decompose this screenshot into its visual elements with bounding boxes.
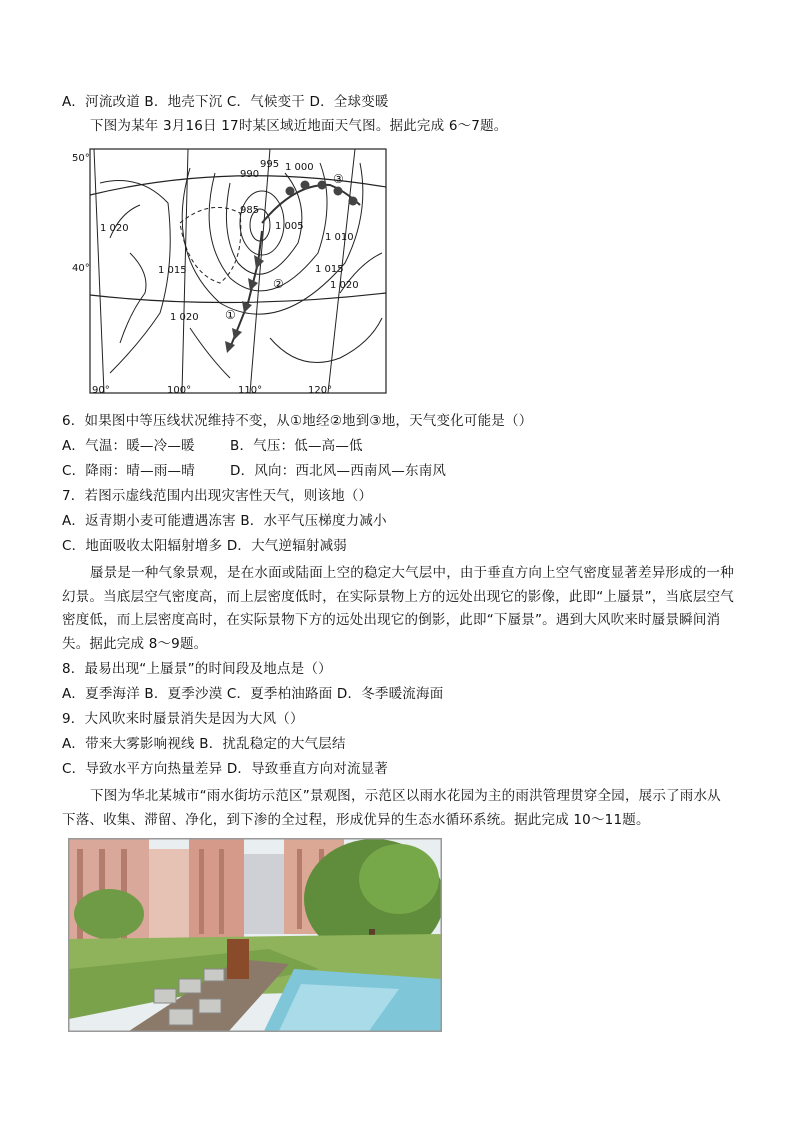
q7-options-cd: C．地面吸收太阳辐射增多 D．大气逆辐射减弱 bbox=[62, 538, 348, 554]
point-label-1: ① bbox=[225, 308, 236, 322]
isobar-label: 1 015 bbox=[158, 265, 187, 276]
isobar-label: 985 bbox=[240, 205, 260, 216]
isobar-label: 1 000 bbox=[285, 162, 314, 173]
q9-options-ab: A．带来大雾影响视线 B．扰乱稳定的大气层结 bbox=[62, 736, 346, 752]
point-label-2: ② bbox=[273, 277, 284, 291]
isobar-label: 1 010 bbox=[325, 232, 354, 243]
isobar-label: 995 bbox=[260, 159, 280, 170]
q5-options: A．河流改道 B．地壳下沉 C．气候变干 D．全球变暖 bbox=[62, 94, 389, 110]
q6-option-c: C．降雨：晴—雨—晴 bbox=[62, 463, 195, 479]
q7-stem: 7．若图示虚线范围内出现灾害性天气，则该地（） bbox=[62, 488, 373, 504]
q6-option-a: A．气温：暖—冷—暖 bbox=[62, 438, 195, 454]
mirage-intro: 蜃景是一种气象景观，是在水面或陆面上空的稳定大气层中，由于垂直方向上空气密度显著差异形成的一种幻景。当底层空气密度高，而上层密度低时，在实际景物上方的远处出现它的影像，此即“上蜃景”，当底层空气密度低，而上层密度高时，在实际景物下方的远处出现它的倒影，此即“下蜃景”。遇到大风吹来时蜃景瞬间消失。据此完成 8～9题。 bbox=[62, 565, 734, 652]
q6-stem: 6．如果图中等压线状况维持不变，从①地经②地到③地，天气变化可能是（） bbox=[62, 413, 533, 429]
lon-label-100: 100° bbox=[167, 385, 192, 395]
lon-label-120: 120° bbox=[308, 385, 333, 395]
q9-options-cd: C．导致水平方向热量差异 D．导致垂直方向对流显著 bbox=[62, 761, 389, 777]
lon-label-110: 110° bbox=[238, 385, 263, 395]
isobar-label: 1 020 bbox=[170, 312, 199, 323]
isobar-label: 1 020 bbox=[330, 280, 359, 291]
q9-stem: 9．大风吹来时蜃景消失是因为大风（） bbox=[62, 711, 304, 727]
building bbox=[189, 839, 244, 939]
isobar-label: 1 015 bbox=[315, 264, 344, 275]
intro-6-7: 下图为某年 3月16日 17时某区域近地面天气图。据此完成 6～7题。 bbox=[90, 118, 508, 134]
q6-option-b: B．气压：低—高—低 bbox=[230, 438, 363, 454]
weather-map bbox=[70, 143, 392, 395]
building bbox=[149, 849, 189, 944]
point-label-3: ③ bbox=[333, 172, 344, 186]
q6-option-d: D．风向：西北风—西南风—东南风 bbox=[230, 463, 447, 479]
rusty-block bbox=[227, 939, 249, 979]
lat-label-40: 40° bbox=[72, 263, 90, 274]
isobar-label: 1 020 bbox=[100, 223, 129, 234]
q8-stem: 8．最易出现“上蜃景”的时间段及地点是（） bbox=[62, 661, 332, 677]
building bbox=[244, 854, 284, 934]
isobar-label: 1 005 bbox=[275, 221, 304, 232]
isobar-label: 990 bbox=[240, 169, 260, 180]
rain-garden-photo bbox=[68, 838, 442, 1032]
intro-10-11: 下图为华北某城市“雨水街坊示范区”景观图，示范区以雨水花园为主的雨洪管理贯穿全园，展示了雨水从下落、收集、滞留、净化，到下渗的全过程，形成优异的生态水循环系统。据此完成 10～11题。 bbox=[62, 788, 721, 828]
q8-options: A．夏季海洋 B．夏季沙漠 C．夏季柏油路面 D．冬季暖流海面 bbox=[62, 686, 444, 702]
q7-options-ab: A．返青期小麦可能遭遇冻害 B．水平气压梯度力减小 bbox=[62, 513, 387, 529]
lon-label-90: 90° bbox=[92, 385, 110, 395]
lat-label-50: 50° bbox=[72, 153, 90, 164]
